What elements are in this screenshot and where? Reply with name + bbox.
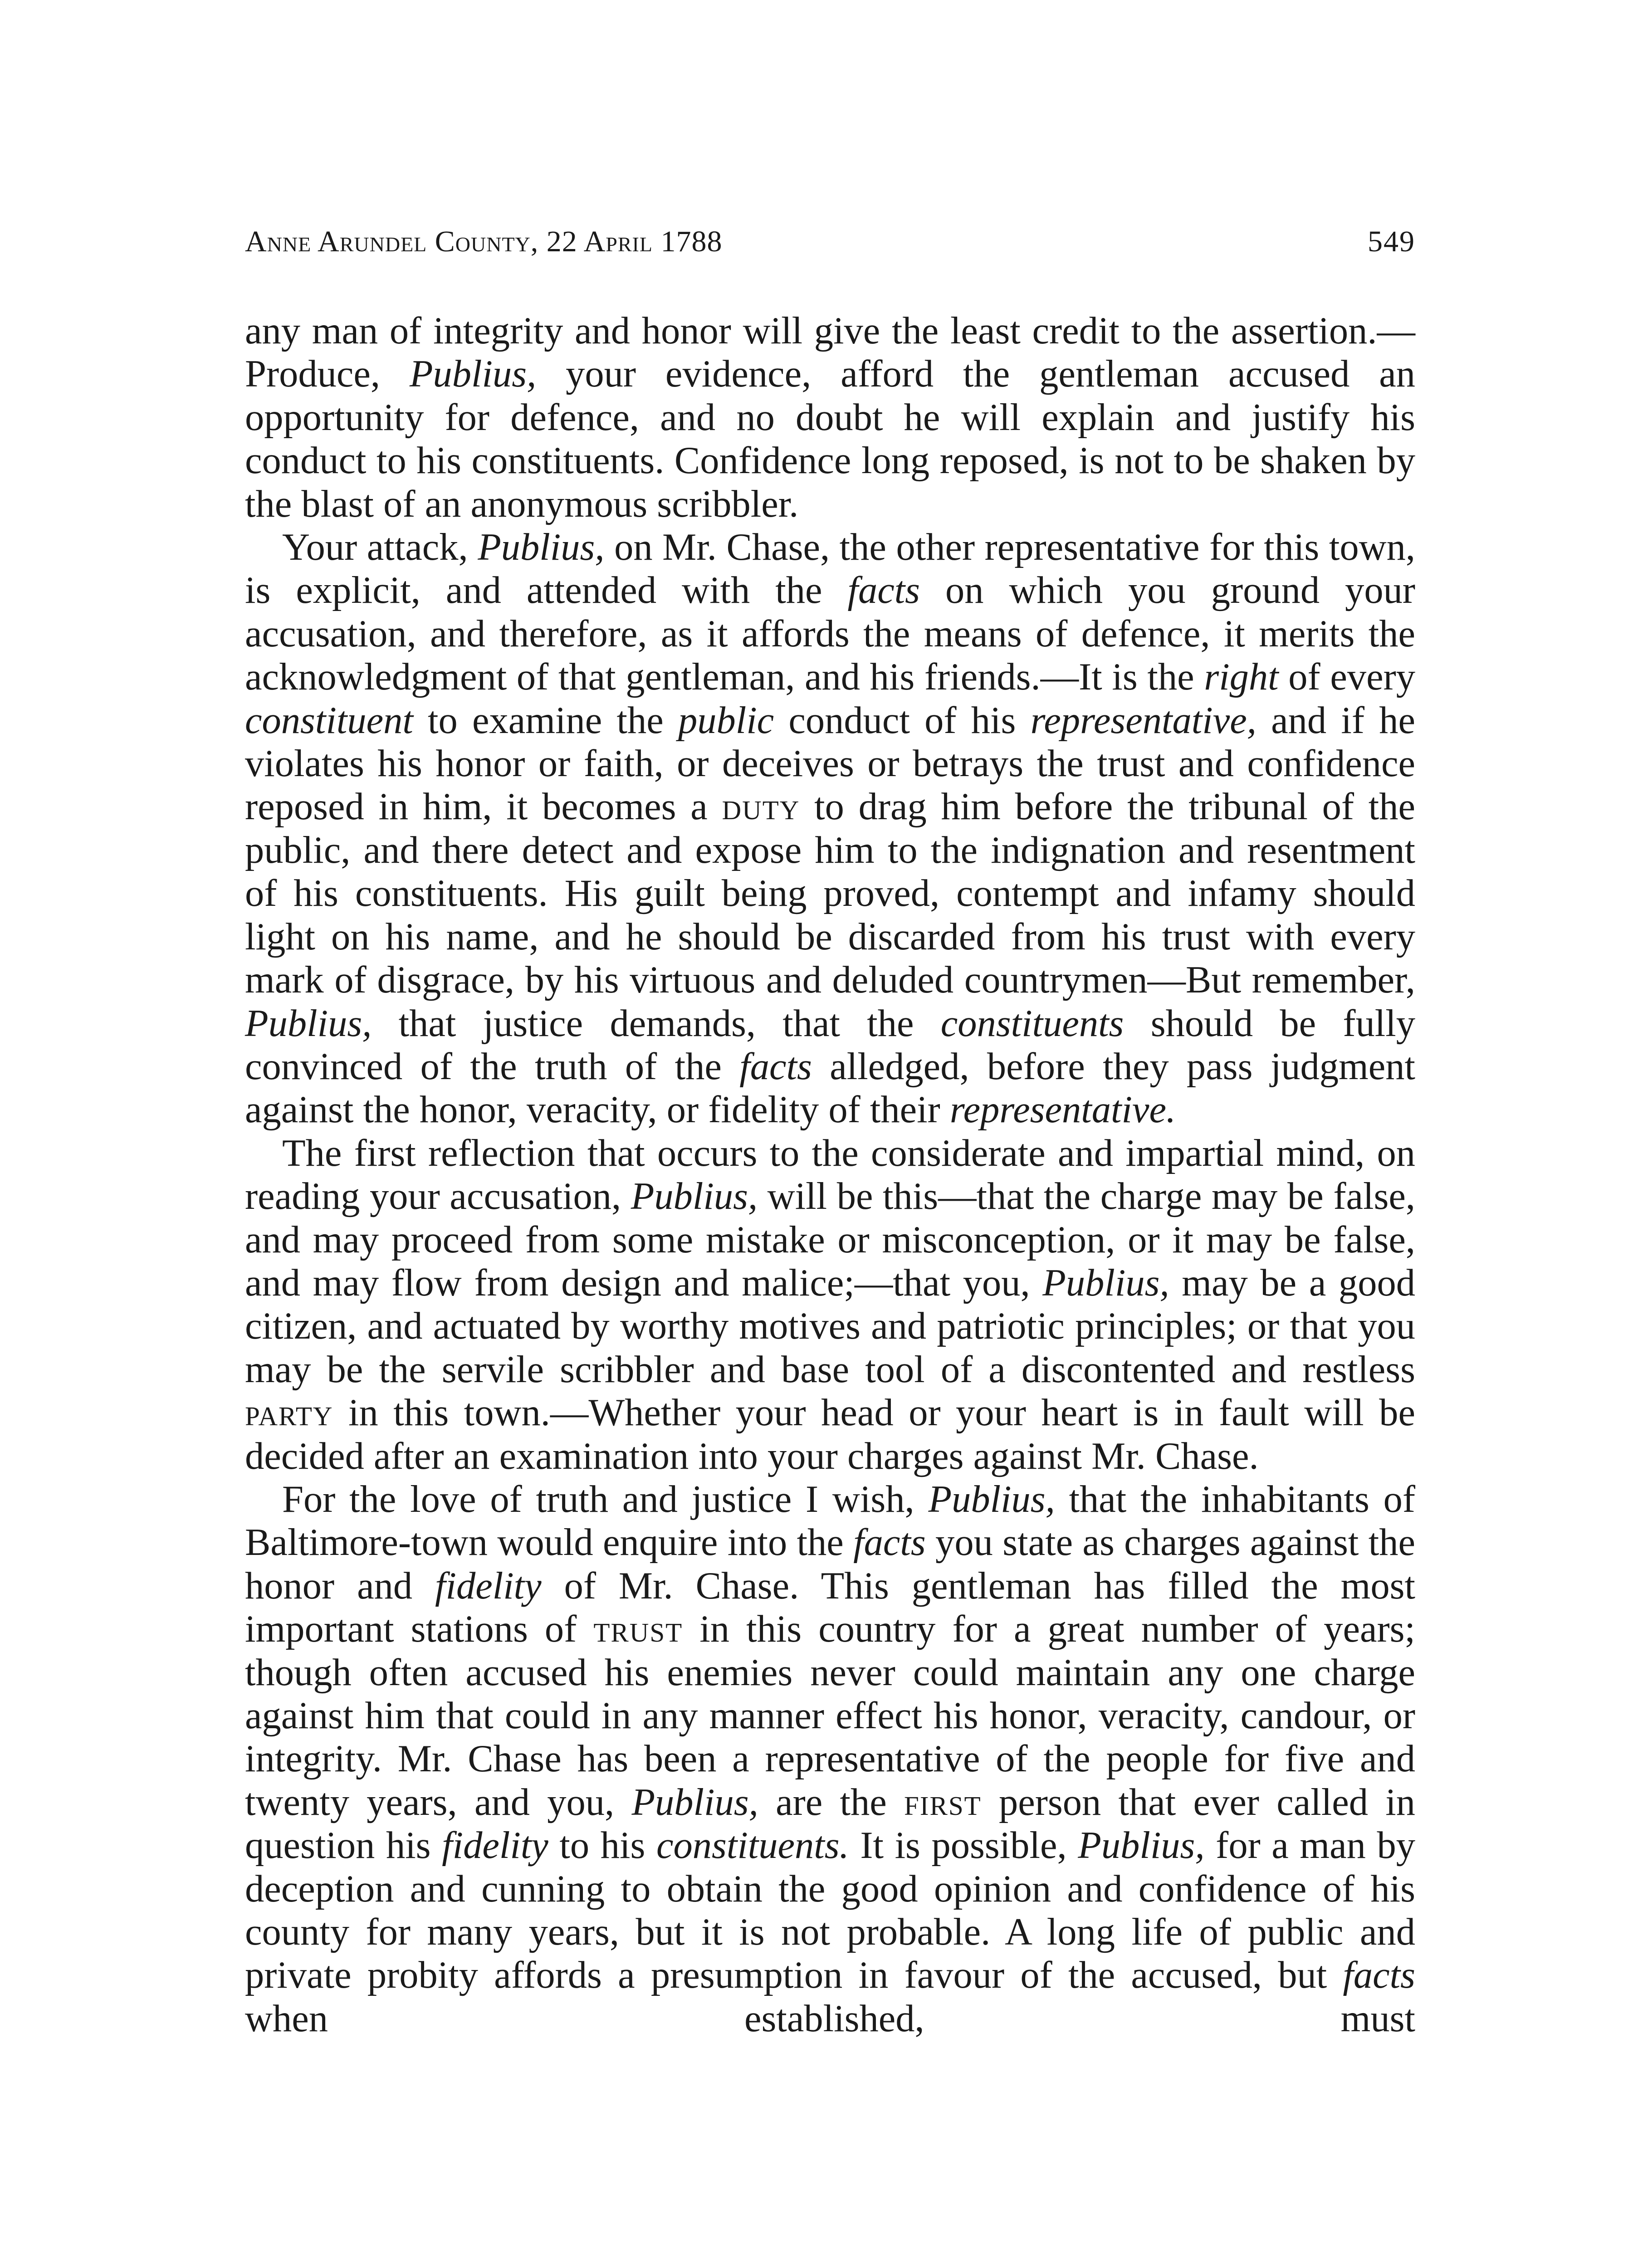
- italic-text: Publius,: [245, 1002, 372, 1045]
- small-caps-text: first: [904, 1781, 982, 1823]
- document-page: [245, 227, 1415, 2040]
- italic-text: Publius,: [631, 1175, 758, 1218]
- text-run: Your attack,: [282, 526, 478, 569]
- running-head: [245, 227, 1415, 257]
- text-run: your evidence, afford the gentleman accused an opportunity for defence, and no doubt he will explain and justify his conduct to his constituents. Confidence long reposed, is not to be shaken by the blast of an anonymous scribbler.: [245, 353, 1415, 525]
- text-run: of Mr. Chase. This gentleman has filled the most important stations of: [245, 1564, 1415, 1651]
- text-run: in this country for a great number of years; though often accused his enemies never could maintain any one charge against him that could in any manner effect his honor, veracity, candour, or integrity. Mr. Chase has been a representative of the people for five and twenty years, and you,: [245, 1608, 1415, 1823]
- italic-text: fidelity: [442, 1824, 548, 1867]
- text-run: to examine the: [413, 699, 678, 742]
- running-head-title: Anne Arundel County, 22 April 1788: [245, 225, 723, 258]
- body-text: [245, 309, 1415, 2040]
- italic-text: representative,: [1030, 699, 1257, 742]
- italic-text: constituent: [245, 699, 413, 742]
- text-run: For the love of truth and justice I wish,: [282, 1478, 929, 1520]
- italic-text: Publius,: [1042, 1261, 1169, 1304]
- italic-text: Publius,: [631, 1781, 758, 1823]
- text-run: of every: [1278, 656, 1415, 699]
- italic-text: facts: [853, 1521, 926, 1564]
- text-run: you state as charges against the honor and: [245, 1521, 1415, 1607]
- text-run: should be fully convinced of the truth of the: [245, 1002, 1415, 1088]
- paragraph-3: [245, 1132, 1415, 1478]
- italic-text: facts: [739, 1045, 812, 1088]
- italic-text: public: [678, 699, 774, 742]
- italic-text: Publius,: [1078, 1824, 1205, 1867]
- text-run: will be this—that the charge may be false, and may proceed from some mistake or misconception, or it may be false, and may flow from design and malice;—that you,: [245, 1175, 1415, 1304]
- text-run: on Mr. Chase, the other representative for this town, is explicit, and attended with the: [245, 526, 1415, 612]
- paragraph-2: [245, 526, 1415, 1132]
- text-run: for a man by deception and cunning to obtain the good opinion and confidence of his county for many years, but it is not probable. A long life of public and private probity affords a presumption in favour of the accused, but: [245, 1824, 1415, 1997]
- text-run: and if he violates his honor or faith, or deceives or betrays the trust and confidence reposed in him, it becomes a: [245, 699, 1415, 828]
- text-run: on which you ground your accusation, and therefore, as it affords the means of defence, it merits the acknowledgment of that gentleman, and his friends.—It is the: [245, 569, 1415, 699]
- page-number: 549: [1368, 225, 1415, 258]
- text-run: in this town.—Whether your head or your heart is in fault will be decided after an examination into your charges against Mr. Chase.: [245, 1392, 1415, 1477]
- italic-text: Publius,: [478, 526, 605, 569]
- text-run: may be a good citizen, and actuated by worthy motives and patriotic principles; or that you may be the servile scribbler and base tool of a discontented and restless: [245, 1261, 1415, 1391]
- italic-text: constituents: [940, 1002, 1124, 1045]
- text-run: that justice demands, that the: [372, 1002, 941, 1045]
- italic-text: Publius,: [409, 353, 537, 396]
- small-caps-text: party: [245, 1392, 333, 1434]
- italic-text: constituents.: [656, 1824, 849, 1867]
- italic-text: facts: [847, 569, 920, 612]
- paragraph-1: [245, 309, 1415, 526]
- text-run: conduct of his: [774, 699, 1031, 742]
- text-run: It is possible,: [849, 1824, 1078, 1867]
- italic-text: right: [1204, 656, 1279, 699]
- paragraph-4: [245, 1478, 1415, 2040]
- text-run: when established, must: [245, 1997, 1415, 2040]
- text-run: to drag him before the tribunal of the public, and there detect and expose him to the indignation and resentment of his constituents. His guilt being proved, contempt and infamy should light on his name, and he should be discarded from his trust with every mark of disgrace, by his virtuous and deluded countrymen—But remember,: [245, 786, 1415, 1002]
- text-run: any man of integrity and honor will give the least credit to the assertion.—Produce,: [245, 310, 1415, 396]
- text-run: that the inhabitants of Baltimore-town would enquire into the: [245, 1478, 1415, 1564]
- italic-text: facts: [1343, 1954, 1415, 1997]
- small-caps-text: duty: [722, 786, 800, 828]
- text-run: to his: [548, 1824, 656, 1867]
- text-run: alledged, before they pass judgment against the honor, veracity, or fidelity of their: [245, 1045, 1416, 1131]
- text-run: person that ever called in question his: [245, 1781, 1415, 1867]
- italic-text: representative.: [949, 1089, 1176, 1131]
- italic-text: fidelity: [435, 1564, 542, 1607]
- italic-text: Publius,: [928, 1478, 1055, 1520]
- text-run: are the: [758, 1781, 905, 1823]
- small-caps-text: trust: [593, 1608, 683, 1651]
- text-run: The first reflection that occurs to the considerate and impartial mind, on reading your accusation,: [245, 1132, 1415, 1218]
